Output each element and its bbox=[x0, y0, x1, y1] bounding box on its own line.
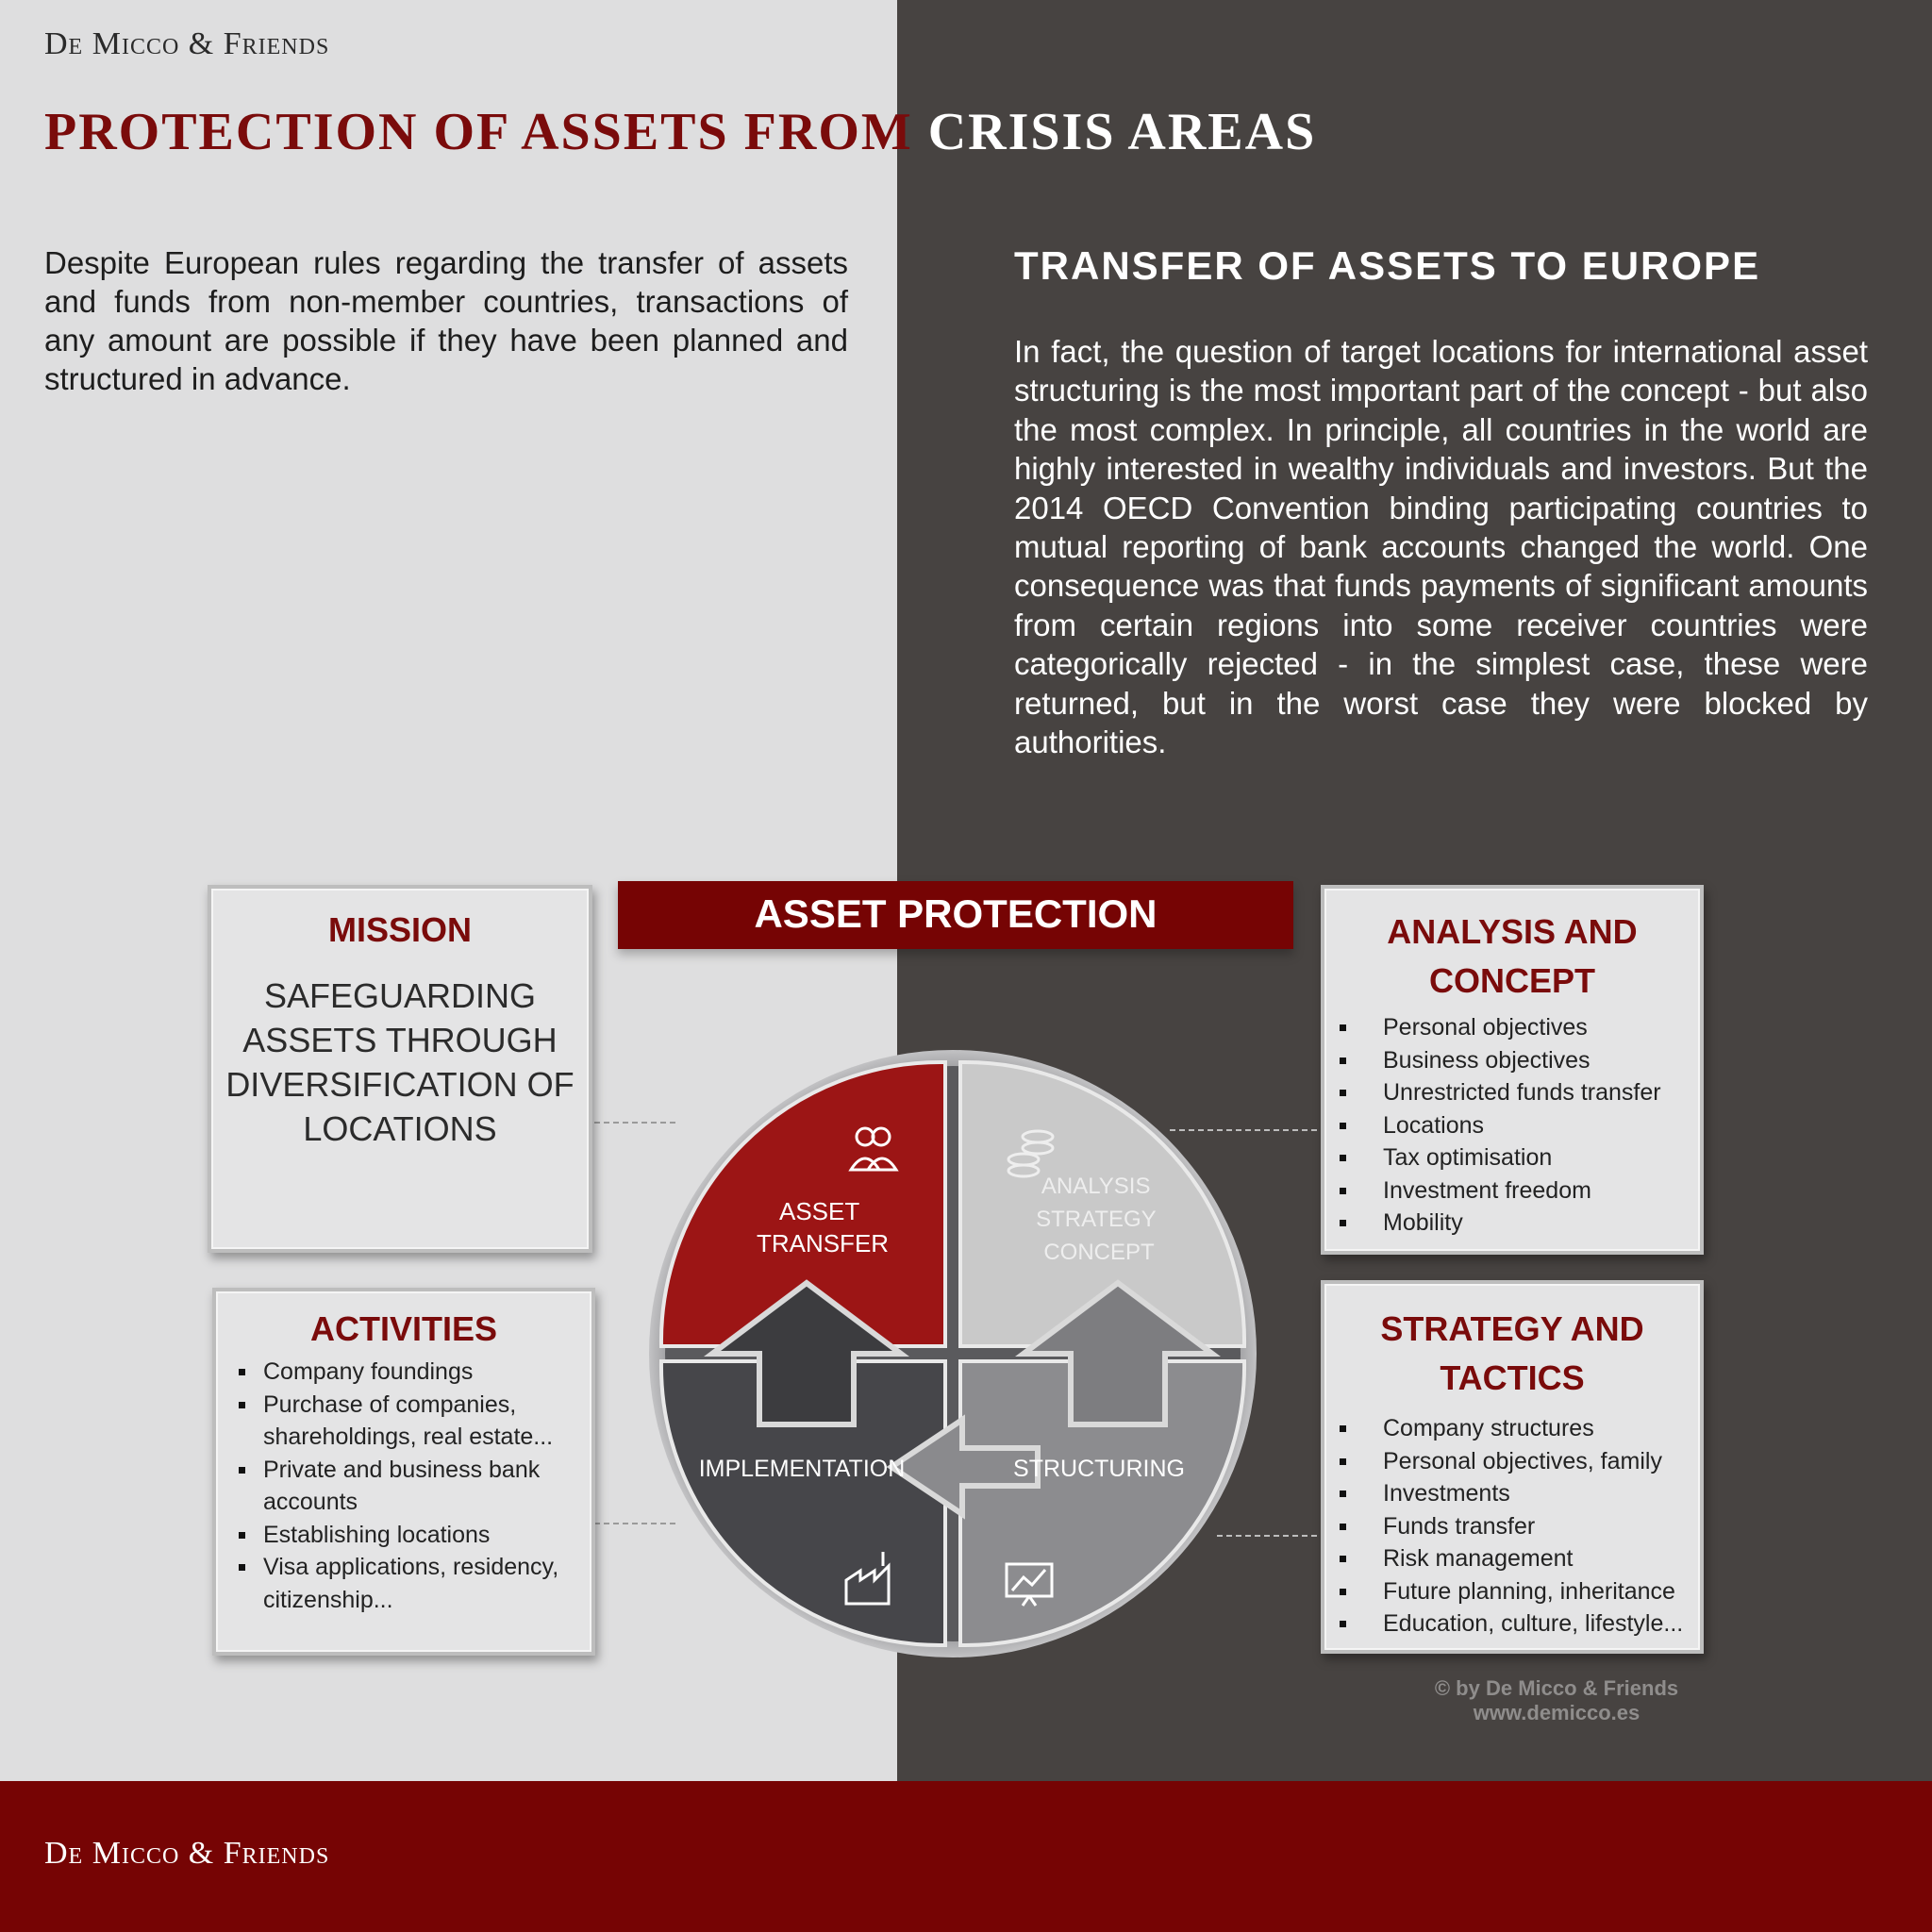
copyright-url: www.demicco.es bbox=[1473, 1701, 1641, 1724]
copyright-line: © by De Micco & Friends bbox=[1434, 1676, 1679, 1700]
strategy-card bbox=[1321, 1280, 1704, 1654]
list-item: Locations bbox=[1383, 1109, 1700, 1142]
asset-transfer-line-1: ASSET bbox=[778, 1197, 859, 1225]
list-item: Visa applications, residency, citizenship... bbox=[263, 1551, 582, 1616]
list-item: Establishing locations bbox=[263, 1519, 582, 1552]
analysis-line-3: CONCEPT bbox=[1043, 1240, 1155, 1265]
list-item: Private and business bank accounts bbox=[263, 1454, 582, 1519]
list-item: Purchase of companies, shareholdings, real estate... bbox=[263, 1389, 582, 1454]
list-item: Investment freedom bbox=[1383, 1174, 1700, 1208]
mission-text: SAFEGUARDING ASSETS THROUGH DIVERSIFICATION OF LOCATIONS bbox=[225, 976, 575, 1148]
mission-title: MISSION bbox=[327, 910, 472, 949]
analysis-title: ANALYSIS AND CONCEPT bbox=[1387, 912, 1638, 1000]
list-item: Personal objectives, family bbox=[1383, 1445, 1700, 1478]
analysis-card bbox=[1321, 885, 1704, 1255]
analysis-list bbox=[1324, 1011, 1700, 1240]
page-title bbox=[44, 102, 1316, 162]
copyright-note bbox=[1396, 1676, 1717, 1725]
strategy-title: STRATEGY AND TACTICS bbox=[1380, 1309, 1644, 1397]
analysis-line-1: ANALYSIS bbox=[1041, 1174, 1151, 1199]
list-item: Unrestricted funds transfer bbox=[1383, 1076, 1700, 1109]
quadrant-diagram bbox=[641, 1047, 1274, 1679]
asset-transfer-line-2: TRANSFER bbox=[756, 1229, 890, 1257]
list-item: Personal objectives bbox=[1383, 1011, 1700, 1044]
list-item: Business objectives bbox=[1383, 1044, 1700, 1077]
list-item: Risk management bbox=[1383, 1542, 1700, 1575]
list-item: Investments bbox=[1383, 1477, 1700, 1510]
mission-card bbox=[208, 885, 592, 1253]
list-item: Funds transfer bbox=[1383, 1510, 1700, 1543]
section-body: In fact, the question of target locations for international asset structuring is the most important part of the concept - but also the most complex. In principle, all countries in the world are highly interested in wealthy individuals and investors. But the 2014 OECD Convention binding participating countries to mutual reporting of bank accounts changed the world. One consequence was that funds payments of significant amounts from certain regions into some receiver countries were categorically rejected - in the simplest case, these were returned, but in the worst case they were blocked by authorities. bbox=[1014, 334, 1868, 760]
list-item: Education, culture, lifestyle... bbox=[1383, 1607, 1700, 1641]
intro-paragraph: Despite European rules regarding the transfer of assets and funds from non-member countries, transactions of any amount are possible if they have been planned and structured in advance. bbox=[44, 245, 848, 396]
page-title-left: PROTECTION OF ASSETS FROM bbox=[44, 103, 913, 161]
section-title: TRANSFER OF ASSETS TO EUROPE bbox=[1014, 243, 1761, 288]
list-item: Tax optimisation bbox=[1383, 1141, 1700, 1174]
list-item: Company foundings bbox=[263, 1356, 582, 1389]
analysis-line-2: STRATEGY bbox=[1036, 1207, 1157, 1232]
page-title-right: CRISIS AREAS bbox=[927, 103, 1317, 161]
brand-header: De Micco & Friends bbox=[44, 26, 330, 61]
activities-list bbox=[216, 1356, 591, 1616]
list-item: Mobility bbox=[1383, 1207, 1700, 1240]
quadrant-label-structuring: STRUCTURING bbox=[1013, 1456, 1185, 1482]
activities-title: ACTIVITIES bbox=[309, 1309, 498, 1348]
quadrant-label-analysis bbox=[1036, 1174, 1162, 1265]
list-item: Future planning, inheritance bbox=[1383, 1575, 1700, 1608]
quadrant-label-implementation: IMPLEMENTATION bbox=[698, 1456, 906, 1482]
activities-card bbox=[212, 1288, 595, 1656]
brand-footer: De Micco & Friends bbox=[44, 1836, 330, 1871]
asset-protection-banner: ASSET PROTECTION bbox=[618, 881, 1293, 949]
strategy-list bbox=[1324, 1412, 1700, 1641]
list-item: Company structures bbox=[1383, 1412, 1700, 1445]
